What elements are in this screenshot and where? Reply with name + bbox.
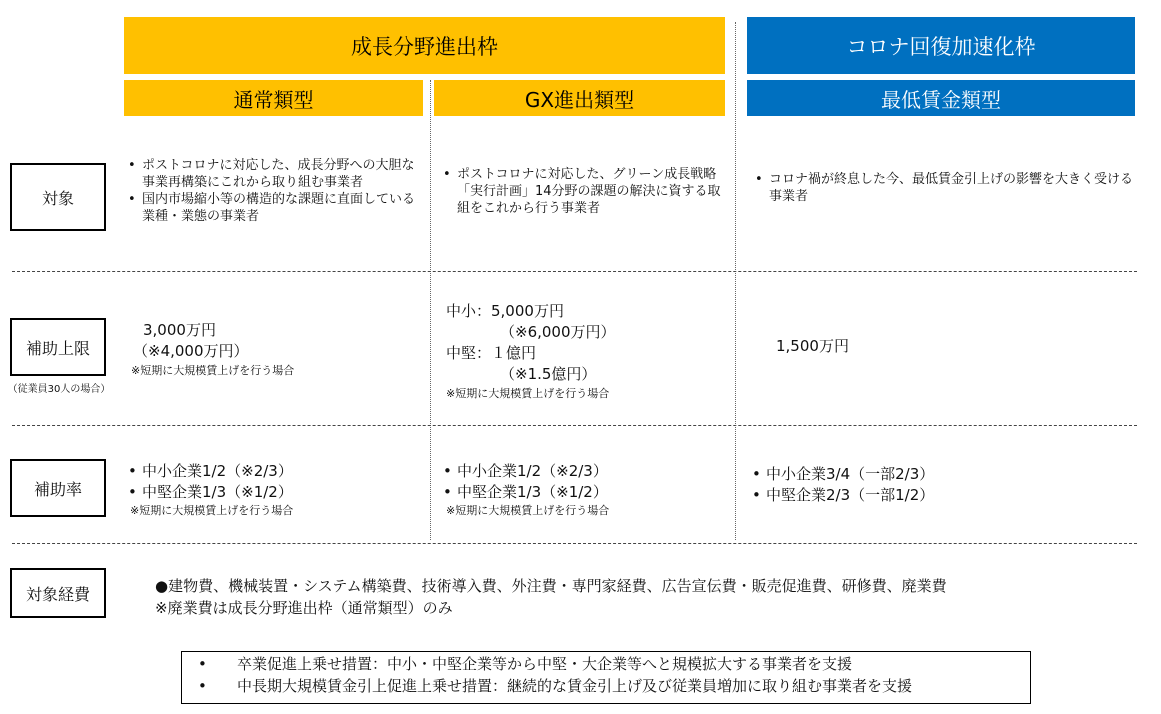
list-item: • 中長期大規模賃金引上促進上乗せ措置：継続的な賃金引上げ及び従業員増加に取り組む事業者を支援: [182, 675, 1030, 697]
list-item: • 中小企業1/2（※2/3）: [443, 461, 723, 482]
rate-gx-note: ※短期に大規模賃上げを行う場合: [446, 504, 610, 517]
gx-type-header: GX進出類型: [434, 80, 725, 116]
limit-sublabel: （従業員30人の場合）: [7, 384, 111, 395]
target-normal-list: [128, 157, 418, 225]
list-item: • コロナ禍が終息した今、最低賃金引上げの影響を大きく受ける事業者: [755, 171, 1135, 205]
expenses-list: ●建物費、機械装置・システム構築費、技術導入費、外注費・専門家経費、広告宣伝費・販売促進費、研修費、廃業費: [155, 577, 947, 595]
list-item: • 卒業促進上乗せ措置：中小・中堅企業等から中堅・大企業等へと規模拡大する事業者を支援: [182, 653, 1030, 675]
limit-minwage-amount: 1,500万円: [776, 337, 849, 355]
limit-normal-amount: 3,000万円: [143, 321, 216, 339]
rate-label: 補助率: [10, 459, 106, 517]
rate-minwage-list: [752, 464, 1132, 506]
row-divider-2: [12, 425, 1137, 426]
limit-normal-note: ※短期に大規模賃上げを行う場合: [131, 364, 295, 377]
limit-gx-note: ※短期に大規模賃上げを行う場合: [446, 387, 610, 400]
target-gx-list: [443, 166, 721, 217]
row-divider-3: [12, 543, 1137, 544]
list-item: • 中小企業3/4（一部2/3）: [752, 464, 1132, 485]
minwage-type-header: 最低賃金類型: [747, 80, 1135, 116]
list-item: • 国内市場縮小等の構造的な課題に直面している業種・業態の事業者: [128, 191, 418, 225]
target-label: 対象: [10, 163, 106, 231]
limit-normal-raised: （※4,000万円）: [133, 342, 249, 360]
growth-frame-header: 成長分野進出枠: [124, 17, 725, 74]
list-item: • ポストコロナに対応した、成長分野への大胆な事業再構築にこれから取り組む事業者: [128, 157, 418, 191]
limit-gx-sme: 中小：5,000万円: [446, 302, 564, 320]
rate-normal-note: ※短期に大規模賃上げを行う場合: [130, 504, 294, 517]
covid-frame-header: コロナ回復加速化枠: [747, 17, 1135, 74]
rate-normal-list: [128, 461, 418, 503]
normal-type-header: 通常類型: [124, 80, 423, 116]
footer-measures-box: [181, 651, 1031, 704]
row-divider-1: [12, 271, 1137, 272]
column-divider-1: [430, 80, 431, 540]
target-minwage-list: [755, 171, 1135, 205]
limit-label: 補助上限: [10, 318, 106, 376]
limit-gx-sme-raised: （※6,000万円）: [500, 323, 616, 341]
rate-gx-list: [443, 461, 723, 503]
expenses-note: ※廃業費は成長分野進出枠（通常類型）のみ: [155, 599, 453, 617]
list-item: • 中堅企業1/3（※1/2）: [443, 482, 723, 503]
list-item: • 中堅企業1/3（※1/2）: [128, 482, 418, 503]
limit-gx-mid-raised: （※1.5億円）: [500, 365, 597, 383]
list-item: • 中堅企業2/3（一部1/2）: [752, 485, 1132, 506]
limit-gx-mid: 中堅：１億円: [446, 344, 537, 362]
expenses-label: 対象経費: [10, 568, 106, 618]
list-item: • 中小企業1/2（※2/3）: [128, 461, 418, 482]
list-item: • ポストコロナに対応した、グリーン成長戦略「実行計画」14分野の課題の解決に資する取組をこれから行う事業者: [443, 166, 721, 217]
column-divider-2: [735, 22, 736, 540]
